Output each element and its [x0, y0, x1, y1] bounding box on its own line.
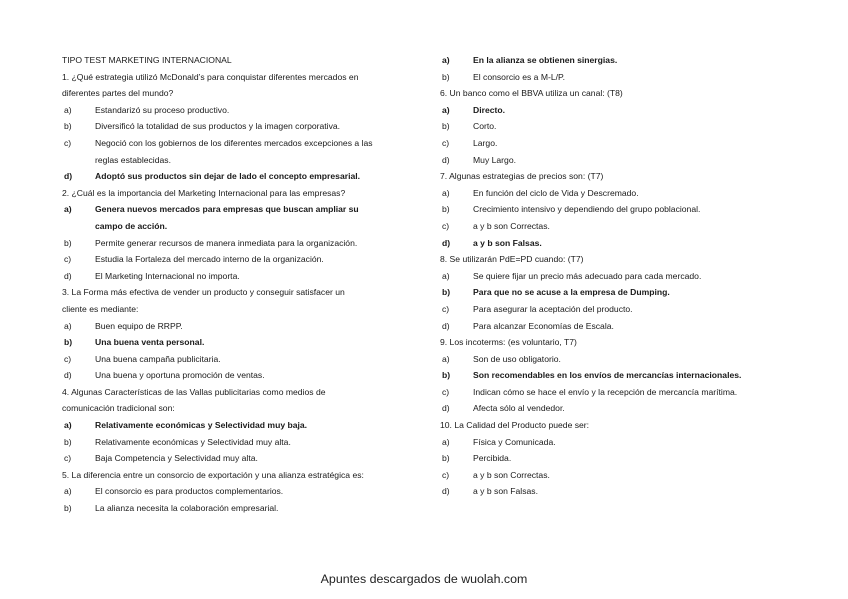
- answer-option: [62, 251, 414, 268]
- option-text: Son recomendables en los envíos de mercancías internacionales.: [473, 370, 742, 381]
- answer-option-correct: [62, 168, 414, 185]
- footer-text[interactable]: Apuntes descargados de wuolah.com: [320, 572, 528, 586]
- answer-option: [440, 318, 792, 335]
- question-block: [62, 384, 414, 467]
- option-text: El consorcio es para productos complementarios.: [95, 486, 284, 497]
- option-text: Para que no se acuse a la empresa de Dumping.: [473, 287, 670, 298]
- option-letter: a): [442, 104, 450, 115]
- answer-option: [62, 135, 414, 152]
- question-block: [62, 69, 414, 185]
- answer-option: [440, 69, 792, 86]
- option-letter: [62, 218, 95, 235]
- answer-option: [440, 268, 792, 285]
- left-column: [62, 52, 414, 517]
- option-letter: d): [442, 486, 450, 497]
- option-letter: c): [442, 469, 450, 480]
- option-letter: a): [64, 104, 72, 115]
- question-text: 10. La Calidad del Producto puede ser:: [440, 420, 590, 431]
- option-text: Negoció con los gobiernos de los diferentes mercados excepciones a las: [95, 137, 373, 148]
- option-text: a y b son Falsas.: [473, 237, 542, 248]
- answer-option-correct: [62, 201, 414, 218]
- answer-option: [440, 185, 792, 202]
- option-letter: d): [442, 154, 450, 165]
- option-letter: c): [64, 353, 72, 364]
- answer-option: [440, 201, 792, 218]
- question-text: 4. Algunas Características de las Vallas publicitarias como medios de: [62, 386, 326, 397]
- option-text: Adoptó sus productos sin dejar de lado el concepto empresarial.: [95, 171, 361, 182]
- option-letter: c): [442, 386, 450, 397]
- option-letter: [62, 152, 95, 169]
- answer-option: [62, 152, 414, 169]
- option-letter: c): [442, 303, 450, 314]
- answer-option-correct: [62, 218, 414, 235]
- option-letter: a): [64, 486, 72, 497]
- option-text: Diversificó la totalidad de sus productos y la imagen corporativa.: [95, 121, 341, 132]
- option-letter: a): [442, 55, 450, 65]
- answer-option-correct: [440, 284, 792, 301]
- question-block: [440, 168, 792, 251]
- answer-option: [440, 384, 792, 401]
- answer-option-correct: [440, 102, 792, 119]
- option-letter: c): [64, 453, 72, 464]
- option-letter: d): [442, 320, 450, 331]
- option-text: Estudia la Fortaleza del mercado interno de la organización.: [95, 254, 324, 265]
- option-text: Corto.: [473, 121, 497, 132]
- option-letter: a): [442, 270, 450, 281]
- answer-option: [440, 467, 792, 484]
- answer-option: [440, 135, 792, 152]
- option-text: Muy Largo.: [473, 154, 516, 165]
- question-block: [440, 52, 792, 85]
- answer-option: [62, 367, 414, 384]
- option-text: Directo.: [473, 104, 505, 115]
- question-block: [440, 417, 792, 500]
- option-text: El consorcio es a M-L/P.: [473, 71, 566, 82]
- option-letter: b): [442, 287, 451, 298]
- question-block: [62, 467, 414, 517]
- option-text: Una buena campaña publicitaria.: [95, 353, 221, 364]
- answer-option: [440, 483, 792, 500]
- option-text: Para asegurar la aceptación del producto.: [473, 303, 633, 314]
- answer-option: [62, 351, 414, 368]
- option-letter: b): [64, 436, 72, 447]
- answer-option: [62, 118, 414, 135]
- answer-option: [440, 434, 792, 451]
- option-text: a y b son Correctas.: [473, 469, 550, 480]
- option-text: a y b son Falsas.: [473, 486, 538, 497]
- option-letter: b): [442, 453, 450, 464]
- option-text: Se quiere fijar un precio más adecuado para cada mercado.: [473, 270, 702, 281]
- option-letter: d): [442, 237, 451, 248]
- answer-option: [62, 450, 414, 467]
- option-text: En la alianza se obtienen sinergias.: [473, 55, 618, 65]
- option-letter: c): [442, 220, 450, 231]
- option-letter: d): [64, 370, 72, 381]
- option-text: Son de uso obligatorio.: [473, 353, 561, 364]
- answer-option: [62, 268, 414, 285]
- option-text: Una buena venta personal.: [95, 337, 205, 348]
- right-question-list: [440, 52, 792, 500]
- document-title: TIPO TEST MARKETING INTERNACIONAL: [62, 55, 232, 65]
- option-text: Permite generar recursos de manera inmediata para la organización.: [95, 237, 358, 248]
- option-letter: d): [442, 403, 450, 414]
- option-letter: d): [64, 270, 72, 281]
- question-text: comunicación tradicional son:: [62, 403, 175, 414]
- option-text: Para alcanzar Economías de Escala.: [473, 320, 614, 331]
- question-block: [440, 334, 792, 417]
- option-text: Indican cómo se hace el envío y la recepción de mercancía marítima.: [473, 386, 738, 397]
- answer-option-correct: [440, 367, 792, 384]
- option-letter: b): [64, 121, 72, 132]
- question-text: 1. ¿Qué estrategia utilizó McDonald’s para conquistar diferentes mercados en: [62, 71, 359, 82]
- answer-option: [62, 434, 414, 451]
- option-text: La alianza necesita la colaboración empresarial.: [95, 503, 279, 514]
- option-letter: c): [442, 137, 450, 148]
- option-text: a y b son Correctas.: [473, 220, 550, 231]
- answer-option: [62, 483, 414, 500]
- question-text: 5. La diferencia entre un consorcio de exportación y una alianza estratégica es:: [62, 469, 364, 480]
- left-question-list: [62, 69, 414, 517]
- question-text: diferentes partes del mundo?: [62, 88, 174, 99]
- option-letter: b): [442, 204, 450, 215]
- answer-option: [440, 450, 792, 467]
- option-text: Física y Comunicada.: [473, 436, 556, 447]
- option-text: Largo.: [473, 137, 498, 148]
- option-letter: b): [442, 121, 450, 132]
- answer-option: [62, 235, 414, 252]
- option-text: Crecimiento intensivo y dependiendo del grupo poblacional.: [473, 204, 701, 215]
- right-column: [440, 52, 792, 500]
- question-text: 6. Un banco como el BBVA utiliza un canal: (T8): [440, 88, 623, 99]
- option-letter: b): [442, 71, 450, 82]
- question-text: 7. Algunas estrategias de precios son: (T7): [440, 171, 604, 182]
- question-text: 2. ¿Cuál es la importancia del Marketing Internacional para las empresas?: [62, 187, 346, 198]
- option-text: Relativamente económicas y Selectividad muy alta.: [95, 436, 291, 447]
- question-block: [62, 284, 414, 384]
- option-letter: b): [64, 337, 73, 348]
- question-text: 3. La Forma más efectiva de vender un producto y conseguir satisfacer un: [62, 287, 345, 298]
- answer-option: [440, 351, 792, 368]
- answer-option: [440, 118, 792, 135]
- answer-option-correct: [62, 334, 414, 351]
- option-letter: a): [64, 320, 72, 331]
- option-letter: a): [442, 353, 450, 364]
- question-block: [440, 251, 792, 334]
- answer-option-correct: [440, 235, 792, 252]
- option-text: Genera nuevos mercados para empresas que buscan ampliar su: [95, 204, 359, 215]
- answer-option: [62, 318, 414, 335]
- answer-option: [440, 152, 792, 169]
- answer-option: [440, 400, 792, 417]
- option-letter: a): [64, 204, 72, 215]
- option-letter: a): [442, 187, 450, 198]
- option-text: Baja Competencia y Selectividad muy alta.: [95, 453, 258, 464]
- option-text: Buen equipo de RRPP.: [95, 320, 183, 331]
- option-text: En función del ciclo de Vida y Descremado.: [473, 187, 639, 198]
- option-text: El Marketing Internacional no importa.: [95, 270, 240, 281]
- option-text: Una buena y oportuna promoción de ventas.: [95, 370, 265, 381]
- answer-option: [62, 102, 414, 119]
- option-letter: b): [64, 503, 72, 514]
- option-text: campo de acción.: [95, 220, 168, 231]
- answer-option-correct: [440, 52, 792, 69]
- option-text: Estandarizó su proceso productivo.: [95, 104, 230, 115]
- answer-option: [440, 301, 792, 318]
- answer-option: [62, 500, 414, 517]
- question-block: [440, 85, 792, 168]
- option-text: Percibida.: [473, 453, 512, 464]
- option-text: Relativamente económicas y Selectividad muy baja.: [95, 420, 308, 431]
- question-text: 9. Los incoterms: (es voluntario, T7): [440, 337, 577, 348]
- answer-option: [440, 218, 792, 235]
- option-letter: c): [64, 254, 72, 265]
- option-letter: d): [64, 171, 73, 182]
- option-letter: b): [64, 237, 72, 248]
- option-letter: c): [64, 137, 72, 148]
- question-text: cliente es mediante:: [62, 303, 139, 314]
- option-text: reglas establecidas.: [95, 154, 171, 165]
- option-letter: a): [64, 420, 72, 431]
- answer-option-correct: [62, 417, 414, 434]
- option-letter: b): [442, 370, 451, 381]
- question-block: [62, 185, 414, 285]
- option-text: Afecta sólo al vendedor.: [473, 403, 565, 414]
- question-text: 8. Se utilizarán PdE=PD cuando: (T7): [440, 254, 584, 265]
- option-letter: a): [442, 436, 450, 447]
